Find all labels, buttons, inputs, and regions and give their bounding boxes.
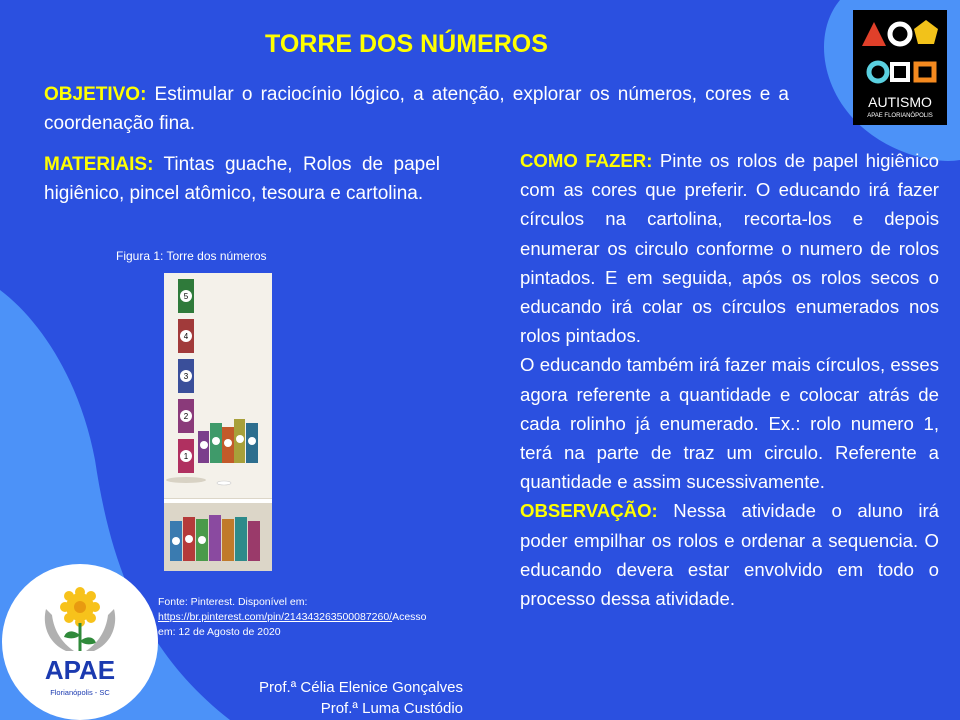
autismo-logo-sub: APAE FLORIANÓPOLIS: [867, 113, 933, 119]
roll-number-label: 2: [183, 412, 189, 421]
source-link[interactable]: https://br.pinterest.com/pin/214343263500087260/: [158, 611, 393, 623]
roll-number-label: 5: [183, 292, 189, 301]
como-fazer-paragraph: [520, 146, 939, 350]
materiais-text: Tintas guache, Rolos de papel higiênico, pincel atômico, tesoura e cartolina.: [44, 154, 440, 204]
objetivo-paragraph: [44, 80, 789, 138]
source-suffix: Acesso em: 12 de Agosto de 2020: [158, 611, 427, 638]
observacao-label: OBSERVAÇÃO:: [520, 500, 658, 522]
como-fazer-text-1: Pinte os rolos de papel higiênico com as cores que preferir. O educando irá fazer círculos na cartolina, recorta-los e depois enumerar os circulo conforme o numero de rolos pintados. E em seguida, após os rolos secos o educando irá colar os círculos enumerados nos rolos pintados.: [520, 150, 939, 347]
instructions-column: [520, 146, 939, 613]
observacao-text: Nessa atividade o aluno irá poder empilhar os rolos e ordenar a sequencia. O educando devera estar envolvido em todo o processo dessa atividade.: [520, 500, 939, 610]
apae-logo-name: APAE: [44, 655, 116, 685]
materiais-label: MATERIAIS:: [44, 154, 154, 175]
objetivo-text: Estimular o raciocínio lógico, a atenção, explorar os números, cores e a coordenação fina.: [44, 84, 789, 134]
professor-1: Prof.ª Célia Elenice Gonçalves: [259, 679, 463, 696]
source-prefix: Fonte: Pinterest. Disponível em:: [158, 596, 308, 608]
roll-number-label: 1: [183, 452, 189, 461]
professors-credit: [200, 677, 463, 719]
tower-photo: [164, 273, 272, 571]
como-fazer-text-2: O educando também irá fazer mais círculos, esses agora referente a quantidade e colocar atrás de cada rolinho já enumerado. Ex.: rolo numero 1, terá na parte de traz um circulo. Referente a quantidade e assim sucessivamente.: [520, 354, 939, 493]
autismo-logo-name: AUTISMO: [868, 94, 932, 110]
como-fazer-label: COMO FAZER:: [520, 150, 653, 171]
observacao-paragraph: [520, 496, 939, 613]
figure-source: [158, 595, 433, 640]
materiais-paragraph: [44, 150, 440, 208]
objetivo-label: OBJETIVO:: [44, 84, 147, 105]
professor-2: Prof.ª Luma Custódio: [320, 700, 463, 717]
roll-number-label: 3: [183, 372, 189, 381]
autismo-shapes-icon: [853, 10, 947, 94]
autismo-logo: [853, 10, 947, 125]
figure-caption: Figura 1: Torre dos números: [116, 249, 267, 263]
page-title: TORRE DOS NÚMEROS: [265, 30, 548, 58]
roll-number-label: 4: [183, 332, 189, 341]
apae-logo-sub: Florianópolis - SC: [50, 688, 110, 697]
